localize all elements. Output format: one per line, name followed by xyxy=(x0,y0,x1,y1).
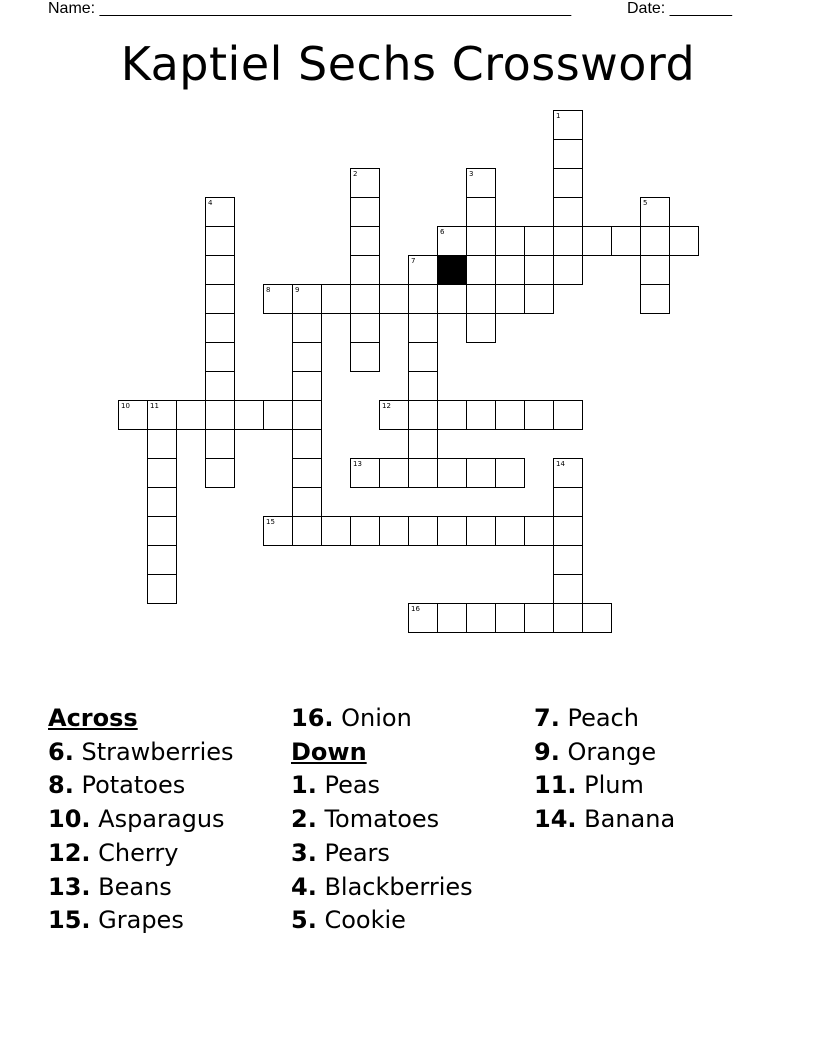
clue-item-text: Cherry xyxy=(90,838,179,867)
clue-item-number: 16. xyxy=(291,704,334,732)
grid-cell[interactable] xyxy=(205,255,235,285)
clue-number: 11 xyxy=(150,402,159,410)
grid-cell[interactable] xyxy=(466,516,496,546)
grid-cell[interactable] xyxy=(553,139,583,169)
clue-item xyxy=(291,702,473,736)
clue-item-number: 4. xyxy=(291,872,317,901)
grid-cell[interactable] xyxy=(292,284,322,314)
grid-cell[interactable] xyxy=(292,516,322,546)
clue-item-text: Peas xyxy=(316,771,381,800)
date-label: Date: xyxy=(627,0,666,17)
grid-cell[interactable] xyxy=(437,458,467,488)
clue-item-number: 11. xyxy=(534,771,577,800)
grid-cell[interactable] xyxy=(495,255,525,285)
clue-number: 8 xyxy=(266,286,271,294)
grid-cell[interactable] xyxy=(553,226,583,256)
grid-cell[interactable] xyxy=(553,545,583,575)
grid-cell[interactable] xyxy=(118,400,148,430)
grid-cell[interactable] xyxy=(205,197,235,227)
grid-cell[interactable] xyxy=(669,226,699,256)
grid-cell[interactable] xyxy=(437,226,467,256)
grid-cell[interactable] xyxy=(292,313,322,343)
grid-cell[interactable] xyxy=(408,255,438,285)
grid-cell[interactable] xyxy=(437,400,467,430)
grid-cell[interactable] xyxy=(263,284,293,314)
clue-item xyxy=(291,837,473,871)
grid-cell[interactable] xyxy=(408,284,438,314)
grid-cell[interactable] xyxy=(495,603,525,633)
clue-number: 4 xyxy=(208,199,213,207)
grid-cell[interactable] xyxy=(408,313,438,343)
grid-cell[interactable] xyxy=(205,400,235,430)
clue-item-number: 9. xyxy=(534,737,560,766)
grid-cell[interactable] xyxy=(379,284,409,314)
grid-cell[interactable] xyxy=(640,284,670,314)
grid-cell[interactable] xyxy=(350,313,380,343)
grid-cell[interactable] xyxy=(147,574,177,604)
across-clue-list xyxy=(48,736,234,938)
clue-item-text: Grapes xyxy=(90,906,184,935)
clue-item-text: Asparagus xyxy=(90,805,225,834)
clue-item-number: 1. xyxy=(291,771,317,800)
grid-cell[interactable] xyxy=(466,226,496,256)
grid-cell[interactable] xyxy=(582,226,612,256)
clue-number: 3 xyxy=(469,170,474,178)
grid-cell[interactable] xyxy=(350,168,380,198)
grid-cell[interactable] xyxy=(495,226,525,256)
clue-item xyxy=(48,769,234,803)
clue-item-text: Orange xyxy=(559,737,657,766)
across-heading: Across xyxy=(48,704,138,732)
grid-cell[interactable] xyxy=(176,400,206,430)
grid-cell[interactable] xyxy=(350,516,380,546)
grid-cell[interactable] xyxy=(147,487,177,517)
grid-cell[interactable] xyxy=(408,429,438,459)
grid-cell[interactable] xyxy=(640,226,670,256)
grid-cell[interactable] xyxy=(147,458,177,488)
clue-item-number: 15. xyxy=(48,906,91,935)
grid-cell[interactable] xyxy=(553,400,583,430)
clue-item-number: 13. xyxy=(48,872,91,901)
clue-item xyxy=(48,871,234,905)
grid-cell[interactable] xyxy=(524,516,554,546)
clue-item-text: Onion xyxy=(333,704,412,732)
clue-number: 15 xyxy=(266,518,275,526)
clue-item-text: Pears xyxy=(316,838,390,867)
clue-number: 2 xyxy=(353,170,358,178)
clue-number: 12 xyxy=(382,402,391,410)
grid-cell[interactable] xyxy=(408,516,438,546)
clue-item-number: 10. xyxy=(48,805,91,834)
grid-cell[interactable] xyxy=(292,342,322,372)
grid-cell[interactable] xyxy=(408,371,438,401)
down-heading: Down xyxy=(291,737,367,766)
clue-item xyxy=(291,769,473,803)
grid-cell[interactable] xyxy=(147,516,177,546)
clue-item-number: 3. xyxy=(291,838,317,867)
grid-cell[interactable] xyxy=(524,284,554,314)
grid-cell[interactable] xyxy=(553,574,583,604)
grid-cell[interactable] xyxy=(553,487,583,517)
clue-item xyxy=(48,904,234,938)
grid-cell[interactable] xyxy=(553,516,583,546)
grid-cell[interactable] xyxy=(553,255,583,285)
grid-cell[interactable] xyxy=(466,458,496,488)
clue-item xyxy=(291,904,473,938)
clue-item-text: Strawberries xyxy=(73,737,234,766)
grid-cell[interactable] xyxy=(350,342,380,372)
clue-number: 1 xyxy=(556,112,561,120)
grid-cell[interactable] xyxy=(466,603,496,633)
grid-cell[interactable] xyxy=(379,400,409,430)
grid-cell[interactable] xyxy=(466,400,496,430)
grid-cell[interactable] xyxy=(234,400,264,430)
grid-cell[interactable] xyxy=(205,458,235,488)
grid-cell[interactable] xyxy=(205,226,235,256)
grid-cell[interactable] xyxy=(321,284,351,314)
grid-cell[interactable] xyxy=(205,429,235,459)
clue-item-text: Potatoes xyxy=(73,771,186,800)
name-label: Name: xyxy=(48,0,96,17)
clues-column-1 xyxy=(48,702,234,938)
clues-column-3 xyxy=(534,702,675,837)
clue-item-text: Beans xyxy=(90,872,172,901)
clue-item xyxy=(291,803,473,837)
grid-cell[interactable] xyxy=(611,226,641,256)
clue-number: 14 xyxy=(556,460,565,468)
grid-cell[interactable] xyxy=(495,516,525,546)
clue-item-text: Tomatoes xyxy=(316,805,440,834)
grid-cell[interactable] xyxy=(466,313,496,343)
grid-cell[interactable] xyxy=(524,255,554,285)
grid-cell[interactable] xyxy=(437,284,467,314)
clue-number: 10 xyxy=(121,402,130,410)
clue-number: 7 xyxy=(411,257,416,265)
clue-item-text: Plum xyxy=(576,771,644,800)
grid-cell[interactable] xyxy=(205,371,235,401)
grid-cell[interactable] xyxy=(292,371,322,401)
grid-cell[interactable] xyxy=(408,400,438,430)
grid-cell[interactable] xyxy=(205,284,235,314)
clue-item xyxy=(534,803,675,837)
grid-cell[interactable] xyxy=(524,603,554,633)
grid-cell[interactable] xyxy=(350,458,380,488)
grid-cell[interactable] xyxy=(147,400,177,430)
clue-item-number: 8. xyxy=(48,771,74,800)
grid-cell[interactable] xyxy=(466,197,496,227)
grid-cell[interactable] xyxy=(553,197,583,227)
grid-cell[interactable] xyxy=(466,168,496,198)
grid-cell[interactable] xyxy=(350,255,380,285)
clue-item xyxy=(48,736,234,770)
grid-cell[interactable] xyxy=(205,313,235,343)
grid-cell[interactable] xyxy=(379,516,409,546)
clue-item-text: Banana xyxy=(576,805,676,834)
clue-number: 6 xyxy=(440,228,445,236)
grid-cell[interactable] xyxy=(437,516,467,546)
across-clue-list-continued xyxy=(291,702,473,736)
page-title: Kaptiel Sechs Crossword xyxy=(120,37,696,91)
grid-cell[interactable] xyxy=(553,168,583,198)
down-clue-list xyxy=(291,769,473,938)
clue-item-number: 6. xyxy=(48,737,74,766)
clue-item-number: 14. xyxy=(534,805,577,834)
grid-cell[interactable] xyxy=(350,284,380,314)
clue-item-text: Blackberries xyxy=(316,872,473,901)
clue-item-text: Cookie xyxy=(316,906,406,935)
grid-cell[interactable] xyxy=(553,458,583,488)
clue-item xyxy=(534,702,675,736)
clue-item xyxy=(48,837,234,871)
grid-cell[interactable] xyxy=(292,458,322,488)
down-clue-list-continued xyxy=(534,702,675,837)
grid-cell[interactable] xyxy=(292,487,322,517)
grid-cell[interactable] xyxy=(495,458,525,488)
grid-cell[interactable] xyxy=(553,110,583,140)
clues-column-2 xyxy=(291,702,473,938)
grid-cell[interactable] xyxy=(205,342,235,372)
grid-cell[interactable] xyxy=(640,255,670,285)
date-blank: _______ xyxy=(669,0,732,17)
clue-number: 9 xyxy=(295,286,300,294)
clue-item-number: 5. xyxy=(291,906,317,935)
grid-cell[interactable] xyxy=(263,516,293,546)
grid-cell[interactable] xyxy=(408,458,438,488)
clue-number: 5 xyxy=(643,199,648,207)
clue-number: 13 xyxy=(353,460,362,468)
grid-cell[interactable] xyxy=(495,400,525,430)
grid-cell[interactable] xyxy=(147,429,177,459)
clue-item xyxy=(534,769,675,803)
clue-item-number: 2. xyxy=(291,805,317,834)
grid-cell[interactable] xyxy=(408,342,438,372)
grid-cell[interactable] xyxy=(379,458,409,488)
grid-cell[interactable] xyxy=(640,197,670,227)
grid-cell[interactable] xyxy=(437,603,467,633)
clue-item xyxy=(48,803,234,837)
grid-cell[interactable] xyxy=(350,197,380,227)
grid-black-cell xyxy=(437,255,467,285)
grid-cell[interactable] xyxy=(466,284,496,314)
clue-item-number: 7. xyxy=(534,704,560,732)
clue-item-text: Peach xyxy=(559,704,639,732)
grid-cell[interactable] xyxy=(408,603,438,633)
grid-cell[interactable] xyxy=(582,603,612,633)
grid-cell[interactable] xyxy=(553,603,583,633)
clue-number: 16 xyxy=(411,605,420,613)
grid-cell[interactable] xyxy=(466,255,496,285)
grid-cell[interactable] xyxy=(495,284,525,314)
grid-cell[interactable] xyxy=(292,429,322,459)
grid-cell[interactable] xyxy=(524,400,554,430)
grid-cell[interactable] xyxy=(524,226,554,256)
grid-cell[interactable] xyxy=(263,400,293,430)
grid-cell[interactable] xyxy=(321,516,351,546)
grid-cell[interactable] xyxy=(292,400,322,430)
name-blank: _____________________________________________________ xyxy=(99,0,572,17)
grid-cell[interactable] xyxy=(350,226,380,256)
clue-item xyxy=(534,736,675,770)
clue-item xyxy=(291,871,473,905)
grid-cell[interactable] xyxy=(147,545,177,575)
clue-item-number: 12. xyxy=(48,838,91,867)
